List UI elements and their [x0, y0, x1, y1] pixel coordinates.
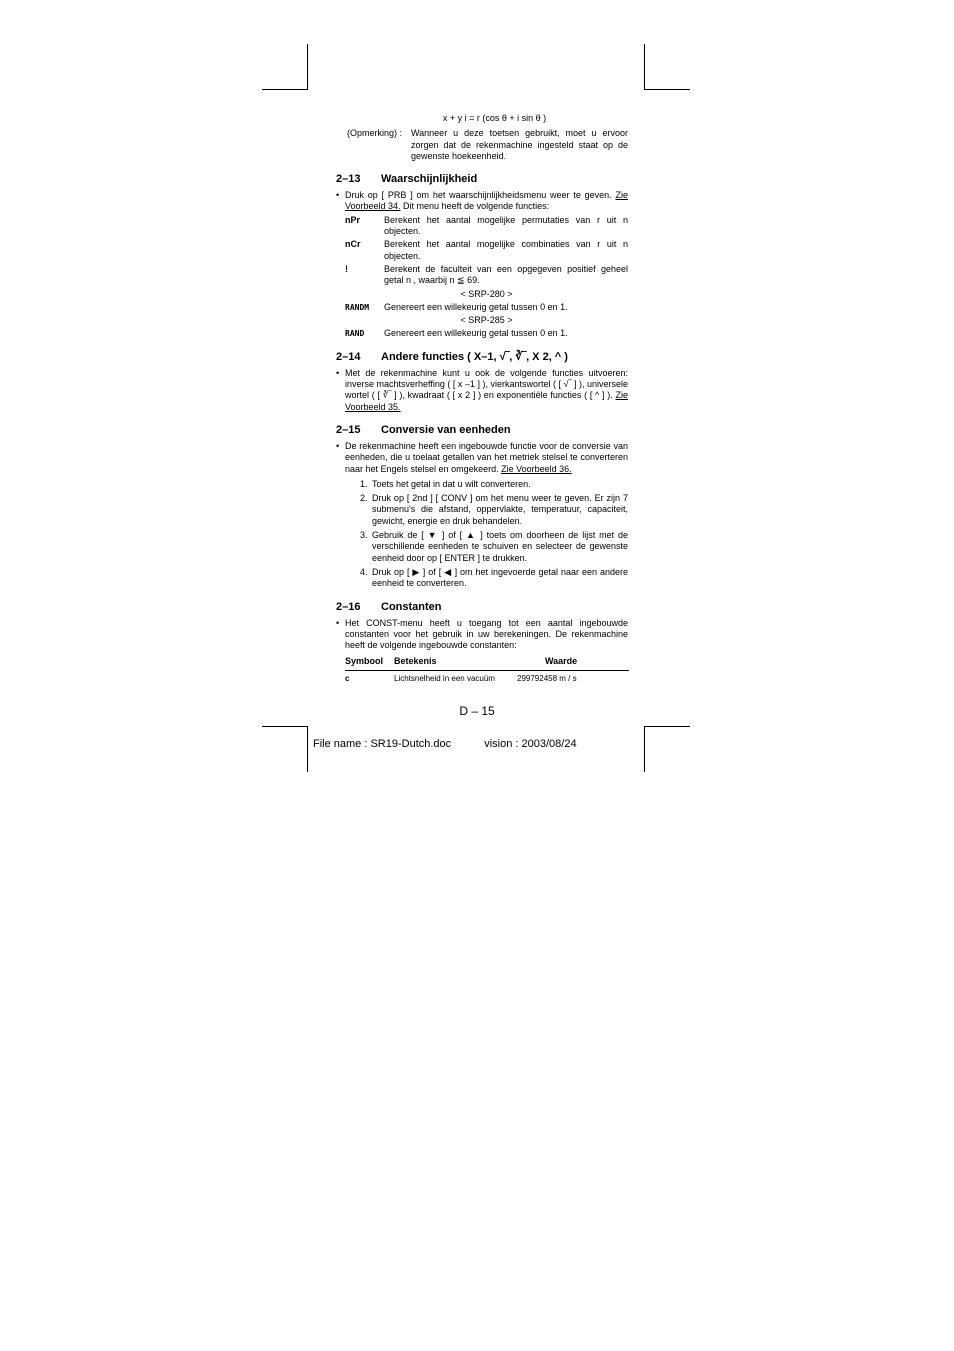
definition-row: nPr Berekent het aantal mogelijke permutaties van r uit n objecten.: [345, 214, 628, 237]
section-heading: 2–16 Constanten: [336, 600, 442, 613]
page-number: D – 15: [459, 704, 495, 718]
file-version: vision : 2003/08/24: [484, 738, 577, 750]
example-link[interactable]: Zie Voorbeeld 34.: [345, 190, 628, 212]
file-name: File name : SR19-Dutch.doc: [313, 738, 452, 750]
crop-mark: [644, 726, 690, 727]
file-footer: [313, 738, 607, 750]
example-link[interactable]: Zie Voorbeeld 35.: [345, 390, 628, 412]
table-header: Betekenis: [394, 654, 517, 670]
polar-formula: x + y i = r (cos θ + i sin θ ): [442, 113, 547, 123]
model-label: < SRP-280 >: [460, 288, 513, 299]
definition-row: ! Berekent de faculteit van een opgegeven positief geheel getal n , waarbij n ≦ 69.: [345, 263, 628, 286]
example-link[interactable]: Zie Voorbeeld 36.: [501, 463, 572, 474]
model-label: < SRP-285 >: [460, 315, 513, 326]
section-heading: 2–13 Waarschijnlijkheid: [336, 173, 478, 186]
list-item: 4. Druk op [ ▶ ] of [ ◀ ] om het ingevoerde getal naar een andere eenheid te converteren.: [370, 567, 628, 590]
crop-mark: [307, 726, 308, 772]
crop-mark: [644, 89, 690, 90]
constants-table: [345, 654, 629, 686]
crop-mark: [307, 44, 308, 90]
definition-row: RAND Genereert een willekeurig getal tussen 0 en 1.: [345, 328, 568, 339]
crop-mark: [262, 726, 308, 727]
section-heading: 2–14 Andere functies ( X–1, √‾, ∛‾, X 2, ^ ): [336, 350, 568, 363]
section-text: • Met de rekenmachine kunt u ook de volgende functies uitvoeren: inverse machtsverheffing ( [ x –1 ] ), vierkantswortel ( [ √‾ ] ), universele wortel ( [ ∛‾ ] ), kwadraat ( [ x 2 ] ) en exponentiële functies ( [ ^ ] ). Zie Voorbeeld 35.: [345, 368, 628, 413]
section-text: • De rekenmachine heeft een ingebouwde functie voor de conversie van eenheden, die u toelaat getallen van het metriek stelsel te converteren naar het Engels stelsel en omgekeerd. Zie Voorbeeld 36.: [345, 441, 628, 475]
table-header: Waarde: [517, 654, 629, 670]
definition-row: nCr Berekent het aantal mogelijke combinaties van r uit n objecten.: [345, 239, 628, 261]
crop-mark: [644, 726, 645, 772]
document-page: [336, 113, 628, 686]
remark-text: Wanneer u deze toetsen gebruikt, moet u ervoor zorgen dat de rekenmachine ingesteld staat op de gewenste hoekeenheid.: [411, 128, 628, 161]
table-header: Symbool: [345, 654, 394, 670]
definition-row: RANDM Genereert een willekeurig getal tussen 0 en 1.: [345, 301, 568, 312]
remark: [347, 128, 628, 162]
crop-mark: [644, 44, 645, 90]
list-item: 1. Toets het getal in dat u wilt converteren.: [370, 479, 628, 490]
section-text: • Het CONST-menu heeft u toegang tot een aantal ingebouwde constanten voor het gebruik in uw berekeningen. De rekenmachine heeft de volgende ingebouwde constanten:: [345, 618, 628, 652]
crop-mark: [262, 89, 308, 90]
list-item: 2. Druk op [ 2nd ] [ CONV ] om het menu weer te geven. Er zijn 7 submenu's die afstand, oppervlakte, temperatuur, capaciteit, gewicht, energie en druk behandelen.: [370, 493, 628, 527]
list-item: 3. Gebruik de [ ▼ ] of [ ▲ ] toets om doorheen de lijst met de verschillende eenheden te schuiven en selecteer de gewenste eenheid door op [ ENTER ] te drukken.: [370, 530, 628, 564]
section-intro: • Druk op [ PRB ] om het waarschijnlijkheidsmenu weer te geven. Zie Voorbeeld 34. Dit menu heeft de volgende functies:: [345, 190, 628, 213]
remark-label: (Opmerking) :: [347, 128, 403, 139]
table-row: c Lichtsnelheid in een vacuüm 299792458 m / s: [345, 673, 577, 683]
section-heading: 2–15 Conversie van eenheden: [336, 423, 511, 436]
steps-list: [345, 479, 628, 590]
